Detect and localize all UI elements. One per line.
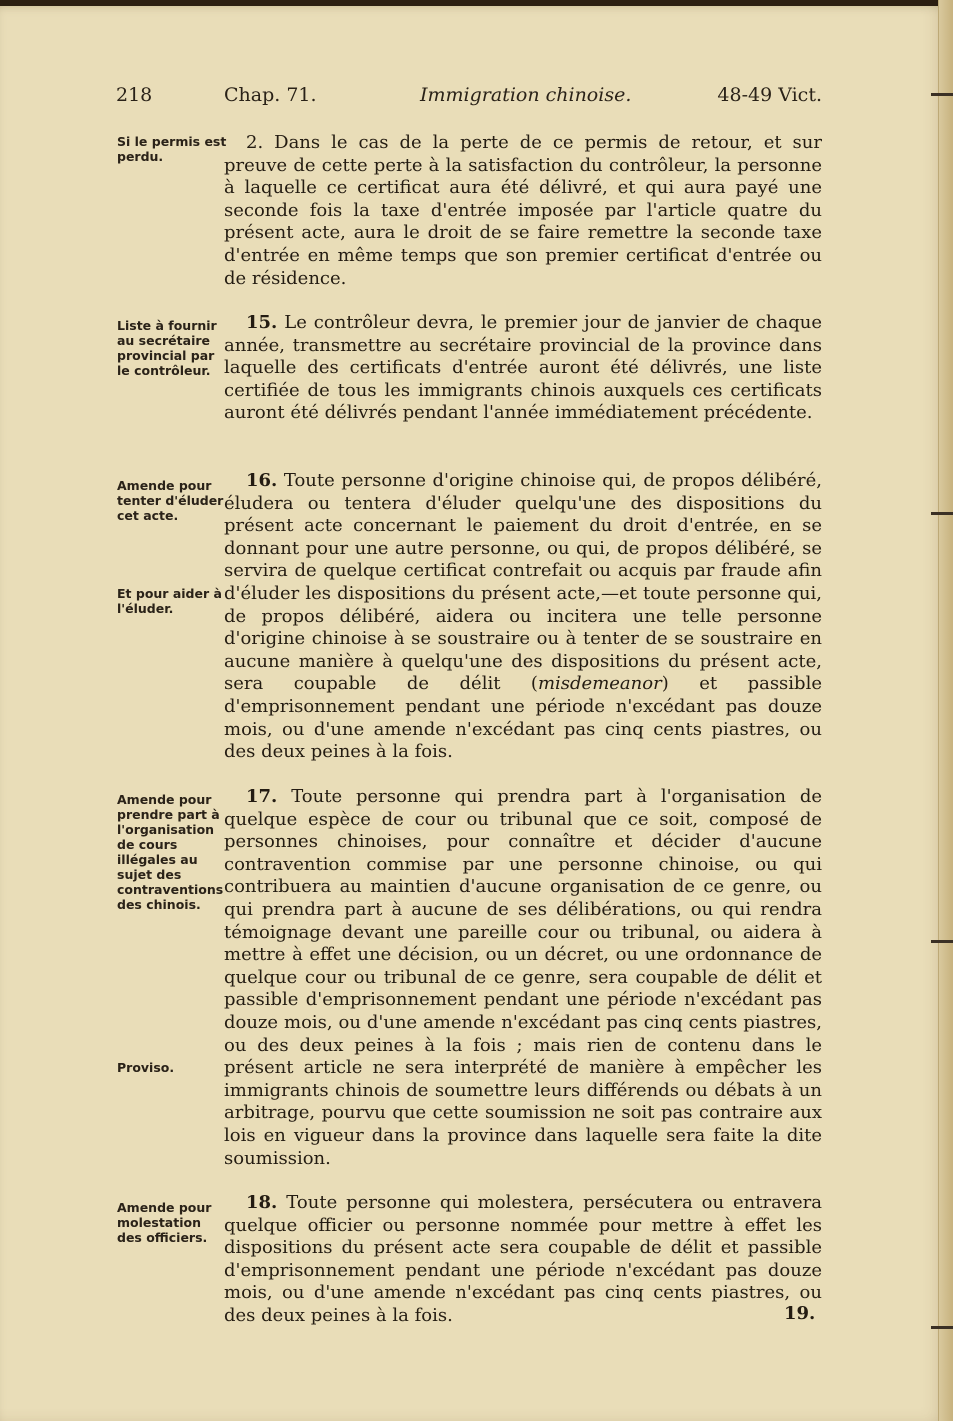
running-title: Immigration chinoise. [420,84,632,106]
margin-note: Amende pour prendre part à l'organisation de cours illégales au sujet des contraventions des chinois. [117,792,224,912]
margin-note: Amende pour molestation des officiers. [117,1200,212,1245]
section-number: 15. [246,312,278,333]
section-16 [224,470,822,764]
paragraph-2 [224,132,822,290]
paragraph-text: 2. Dans le cas de la perte de ce permis de retour, et sur preuve de cette perte à la satisfaction du contrôleur, la personne à laquelle ce certificat aura été délivré, et qui aura payé une seconde fois la taxe d'entrée imposée par l'article quatre du présent acte, aura le droit de se faire remettre la seconde taxe d'entrée en même temps que son premier certificat d'entrée ou de résidence. [224,132,822,289]
page-number: 218 [116,84,153,106]
reign-label: 48-49 Vict. [717,84,822,106]
page-tab-marker [931,940,953,943]
section-italic-term: misdemeanor [537,673,662,695]
margin-note: Si le permis est perdu. [117,134,227,164]
margin-note: Et pour aider à l'éluder. [117,586,222,616]
section-number: 17. [246,786,278,807]
section-text: Toute personne qui molestera, persécutera ou entravera quelque officier ou personne nommée pour mettre à effet les dispositions du présent acte sera coupable de délit et passible d'emprisonnement pendant une période n'excédant pas douze mois, ou d'une amende n'excédant pas cinq cents piastres, ou des deux peines à la fois. [224,1192,822,1326]
section-number: 16. [246,470,278,491]
running-header [116,84,822,114]
page-tab-marker [931,512,953,515]
section-15 [224,312,822,425]
catchword: 19. [784,1303,816,1324]
page-tab-marker [931,93,953,96]
page-top-edge [0,0,953,6]
section-text: Toute personne qui prendra part à l'organisation de quelque espèce de cour ou tribunal que ce soit, composé de personnes chinoises, pour connaître et décider d'aucune contravention commise par une personne chinoise, ou qui contribuera au maintien d'aucune organisation de ce genre, ou qui prendra part à aucune de ses délibérations, ou qui rendra témoignage devant une pareille cour ou tribunal, ou aidera à mettre à effet une décision, ou un décret, ou une ordonnance de quelque cour ou tribunal de ce genre, sera coupable de délit et passible d'emprisonnement pendant une période n'excédant pas douze mois, ou d'une amende n'excédant pas cinq cents piastres, ou des deux peines à la fois ; mais rien de contenu dans le présent article ne sera interprété de manière à empêcher les immigrants chinois de soumettre leurs différends ou débats à un arbitrage, pourvu que cette soumission ne soit pas contraire aux lois en vigueur dans la province dans laquelle sera faite la dite soumission. [224,786,822,1169]
margin-note: Amende pour tenter d'éluder cet acte. [117,478,224,523]
section-17 [224,786,822,1170]
chapter-label: Chap. 71. [224,84,317,106]
margin-note: Liste à fournir au secrétaire provincial par le contrôleur. [117,318,217,378]
section-number: 18. [246,1192,278,1213]
section-text: ) et passible d'emprisonnement pendant une période n'excédant pas douze mois, ou d'une amende n'excédant pas cinq cents piastres, ou des deux peines à la fois. [224,673,822,763]
page-fore-edge [938,0,953,1421]
section-text: Le contrôleur devra, le premier jour de janvier de chaque année, transmettre au secrétaire provincial de la province dans laquelle des certificats d'entrée auront été délivrés, une liste certifiée de tous les immigrants chinois auxquels ces certificats auront été délivrés pendant l'année immédiatement précédente. [224,312,822,424]
section-18 [224,1192,822,1328]
section-text: Toute personne d'origine chinoise qui, de propos délibéré, éludera ou tentera d'éluder quelqu'une des dispositions du présent acte concernant le paiement du droit d'entrée, en se donnant pour une autre personne, ou qui, de propos délibéré, se servira de quelque certificat contrefait ou acquis par fraude afin d'éluder les dispositions du présent acte,—et toute personne qui, de propos délibéré, aidera ou incitera une telle personne d'origine chinoise à se soustraire ou à tenter de se soustraire en aucune manière à quelqu'une des dispositions du présent acte, sera coupable de délit ( [224,470,822,695]
page-tab-marker [931,1326,953,1329]
margin-note: Proviso. [117,1060,175,1075]
